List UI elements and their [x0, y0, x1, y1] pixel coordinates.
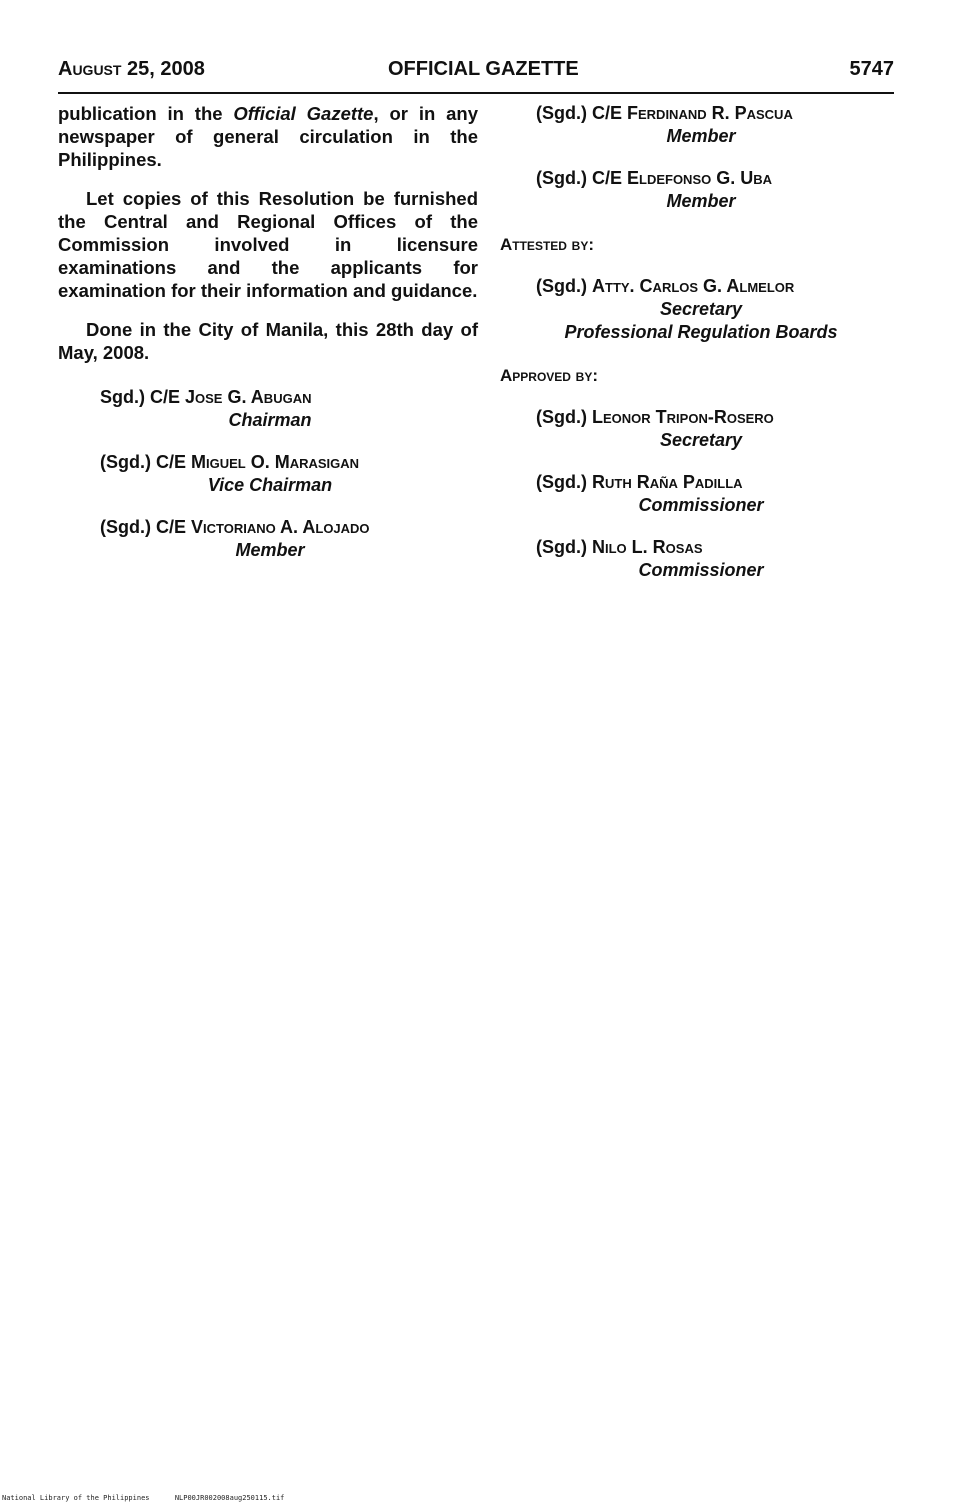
left-column — [58, 102, 478, 562]
signature-chairman: Sgd.) C/E Jose G. Abugan Chairman — [100, 386, 440, 432]
approved-by-label: Approved by: — [500, 366, 599, 385]
signatory-title: Vice Chairman — [207, 475, 333, 495]
signatory-name: Jose G. Abugan — [185, 387, 312, 407]
signatory-name: Leonor Tripon-Rosero — [592, 407, 774, 427]
library-name: National Library of the Philippines — [2, 1494, 150, 1502]
signature-commissioner: (Sgd.) Ruth Raña Padilla Commissioner — [536, 471, 866, 517]
signature-vice-chairman: (Sgd.) C/E Miguel O. Marasigan Vice Chairman — [100, 451, 440, 497]
signatory-name: Nilo L. Rosas — [592, 537, 703, 557]
signatory-title: Secretary — [659, 430, 743, 450]
signatory-title: Member — [666, 191, 736, 211]
header-date: August 25, 2008 — [58, 58, 205, 80]
gazette-name: Official Gazette — [233, 103, 374, 124]
signature-commissioner: (Sgd.) Nilo L. Rosas Commissioner — [536, 536, 866, 582]
signatory-title: Commissioner — [638, 560, 764, 580]
signatory-title: Member — [235, 540, 305, 560]
paragraph-copies: Let copies of this Resolution be furnished the Central and Regional Offices of the Commission involved in licensure examinations and the applicants for examination for their information and guidance. — [58, 188, 478, 301]
right-column — [500, 102, 880, 582]
signature-member: (Sgd.) C/E Ferdinand R. Pascua Member — [536, 102, 866, 148]
page-header — [58, 58, 894, 94]
signatory-name: Eldefonso G. Uba — [627, 168, 773, 188]
header-title: OFFICIAL GAZETTE — [388, 58, 579, 80]
approved-signatures — [500, 406, 880, 582]
signatory-name: Ruth Raña Padilla — [592, 472, 743, 492]
scan-footer — [2, 1494, 284, 1502]
signature-member: (Sgd.) C/E Eldefonso G. Uba Member — [536, 167, 866, 213]
signatory-office: Professional Regulation Boards — [564, 322, 838, 342]
signature-member: (Sgd.) C/E Victoriano A. Alojado Member — [100, 516, 440, 562]
signature-secretary-boards: (Sgd.) Atty. Carlos G. Almelor Secretary Professional Regulation Boards — [536, 275, 866, 344]
attested-by-label: Attested by: — [500, 235, 594, 254]
paragraph-done: Done in the City of Manila, this 28th day of May, 2008. — [58, 319, 478, 363]
signatory-title: Commissioner — [638, 495, 764, 515]
board-signatures — [58, 386, 478, 562]
signatory-name: Miguel O. Marasigan — [191, 452, 360, 472]
signatory-name: Victoriano A. Alojado — [191, 517, 370, 537]
signatory-title: Chairman — [228, 410, 312, 430]
attested-signature — [500, 275, 880, 344]
signature-secretary: (Sgd.) Leonor Tripon-Rosero Secretary — [536, 406, 866, 452]
member-signatures — [500, 102, 880, 213]
page-number: 5747 — [849, 58, 894, 80]
signatory-name: Ferdinand R. Pascua — [627, 103, 793, 123]
file-name: NLP00JR002008aug250115.tif — [174, 1494, 285, 1502]
signatory-title: Secretary — [659, 299, 743, 319]
paragraph-publication: publication in the Official Gazette, or in any newspaper of general circulation in the Philippines. — [58, 103, 478, 170]
signatory-title: Member — [666, 126, 736, 146]
signatory-name: Atty. Carlos G. Almelor — [592, 276, 795, 296]
